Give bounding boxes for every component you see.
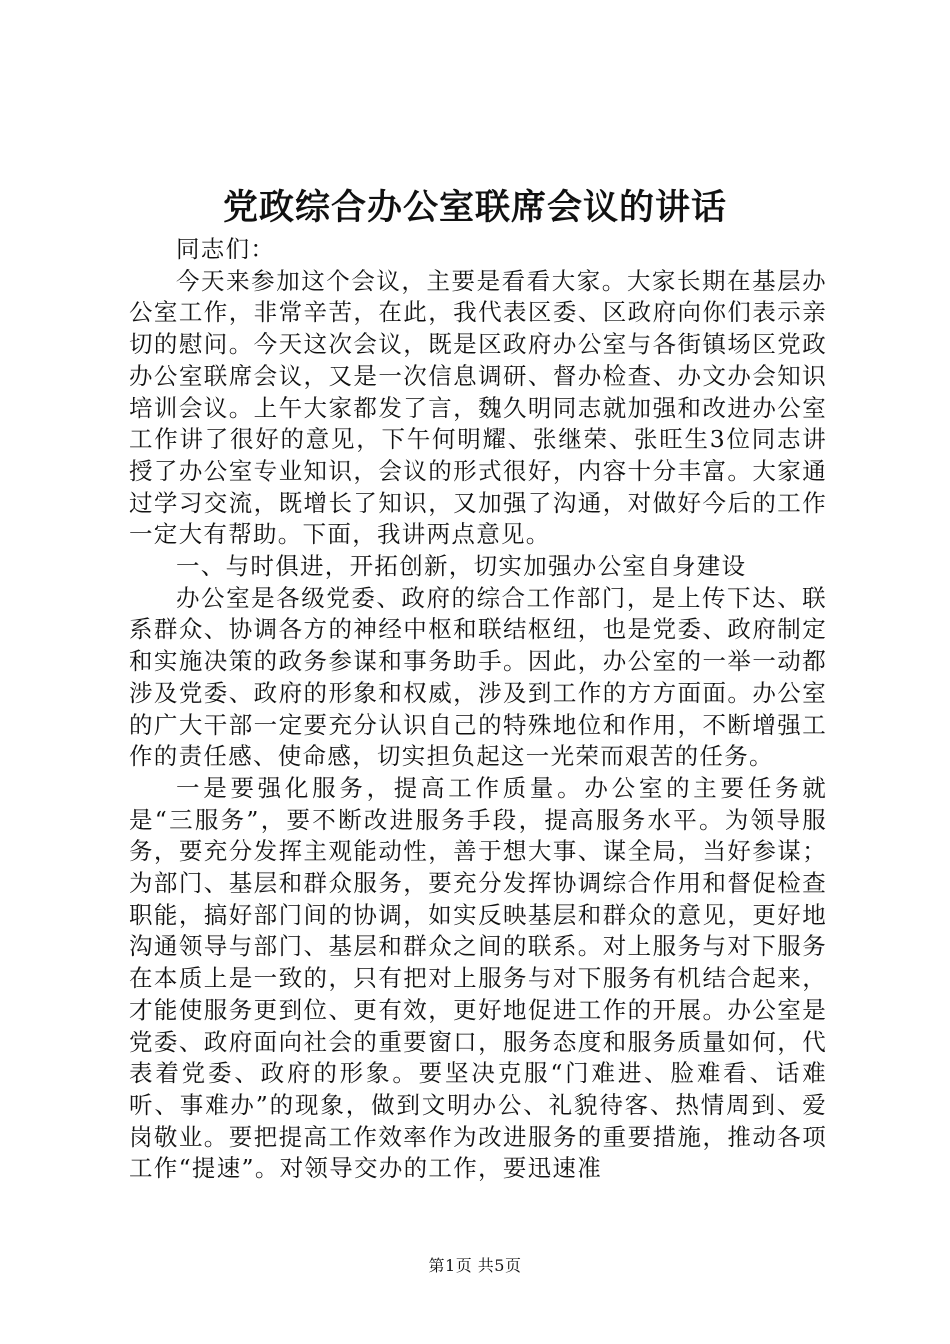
paragraph-service-quality: 一是要强化服务，提高工作质量。办公室的主要任务就是“三服务”，要不断改进服务手段，提高服务水平。为领导服务，要充分发挥主观能动性，善于想大事、谋全局，当好参谋；为部门、基层和群众服务，要充分发挥协调综合作用和督促检查职能，搞好部门间的协调，如实反映基层和群众的意见，更好地沟通领导与部门、基层和群众之间的联系。对上服务与对下服务在本质上是一致的，只有把对上服务与对下服务有机结合起来，才能使服务更到位、更有效，更好地促进工作的开展。办公室是党委、政府面向社会的重要窗口，服务态度和服务质量如何，代表着党委、政府的形象。要坚决克服“门难进、脸难看、话难听、事难办”的现象，做到文明办公、礼貌待客、热情周到、爱岗敬业。要把提高工作效率作为改进服务的重要措施，推动各项工作“提速”。对领导交办的工作，要迅速准 [129,773,827,1183]
document-title: 党政综合办公室联席会议的讲话 [222,187,727,228]
document-body [129,234,827,1185]
paragraph-opening: 今天来参加这个会议，主要是看看大家。大家长期在基层办公室工作，非常辛苦，在此，我代表区委、区政府向你们表示亲切的慰问。今天这次会议，既是区政府办公室与各街镇场区党政办公室联席会议，又是一次信息调研、督办检查、办文办会知识培训会议。上午大家都发了言，魏久明同志就加强和改进办公室工作讲了很好的意见，下午何明耀、张继荣、张旺生3位同志讲授了办公室专业知识，会议的形式很好，内容十分丰富。大家通过学习交流，既增长了知识，又加强了沟通，对做好今后的工作一定大有帮助。下面，我讲两点意见。 [129,266,827,549]
section-heading-1: 一、与时俱进，开拓创新，切实加强办公室自身建设 [176,552,747,581]
salutation: 同志们： [176,235,276,263]
page-footer: 第1页 共5页 [428,1256,522,1275]
paragraph-office-role: 办公室是各级党委、政府的综合工作部门，是上传下达、联系群众、协调各方的神经中枢和联结枢纽，也是党委、政府制定和实施决策的政务参谋和事务助手。因此，办公室的一举一动都涉及党委、政府的形象和权威，涉及到工作的方方面面。办公室的广大干部一定要充分认识自己的特殊地位和作用，不断增强工作的责任感、使命感，切实担负起这一光荣而艰苦的任务。 [129,583,827,771]
